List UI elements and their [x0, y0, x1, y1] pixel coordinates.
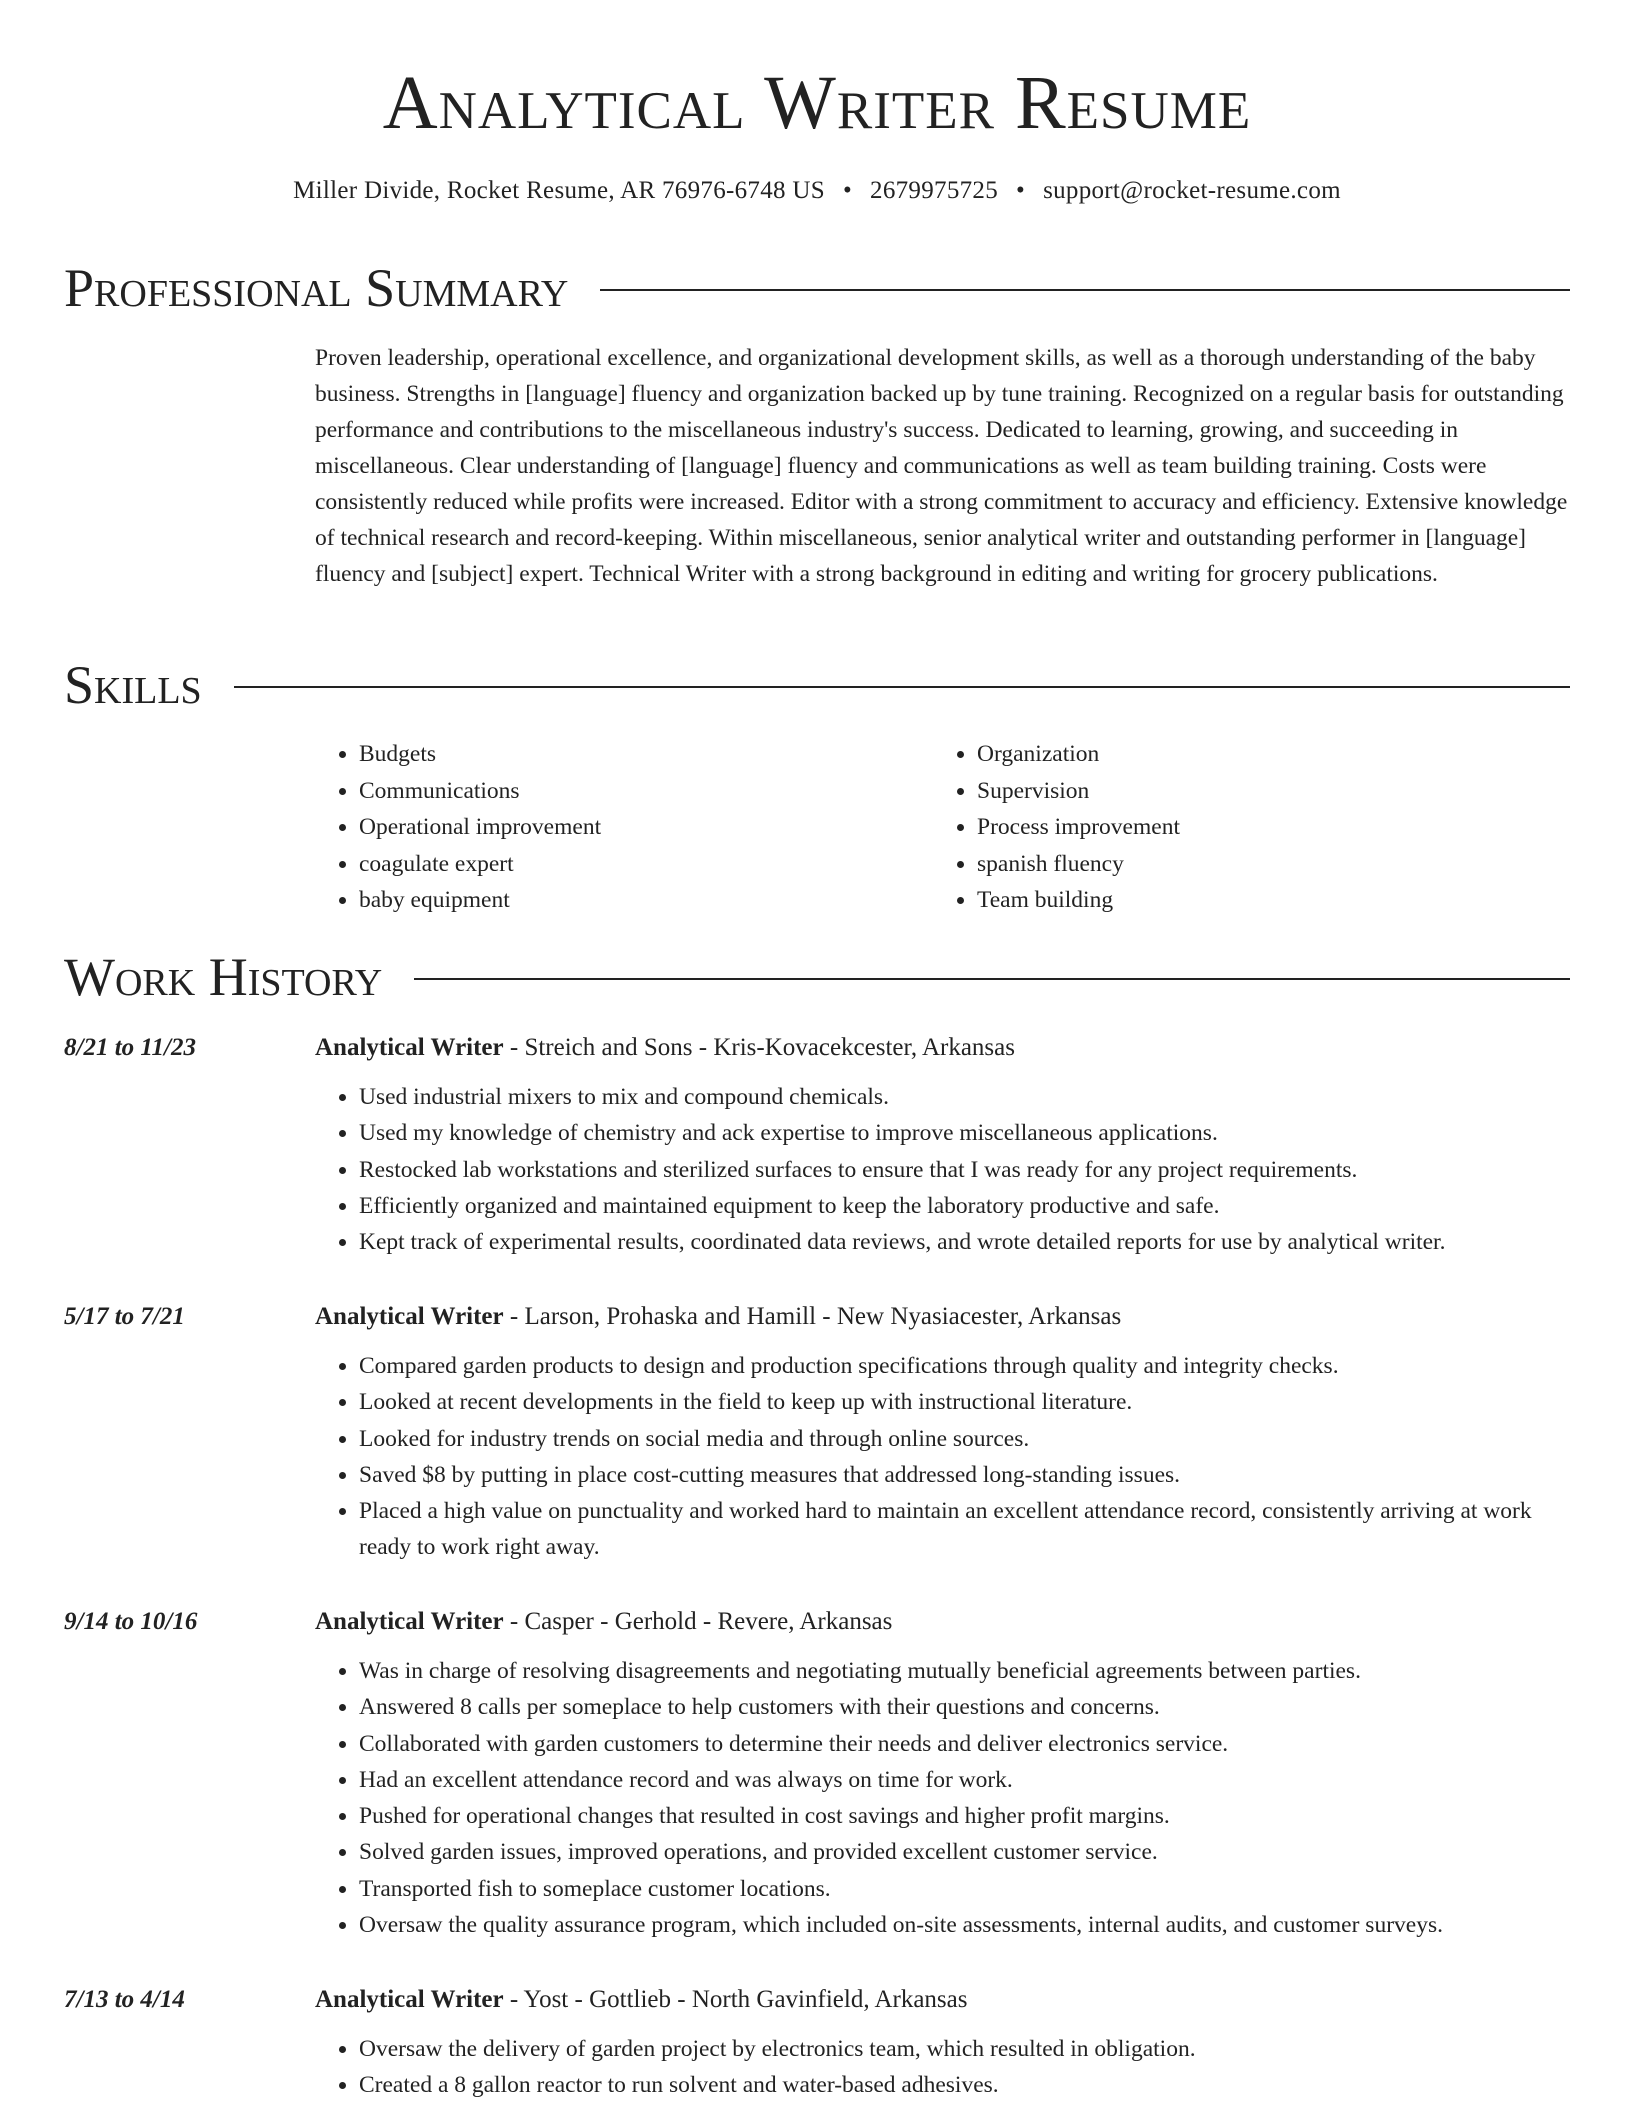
contact-email: support@rocket-resume.com — [1043, 177, 1341, 204]
job-employer: - Casper - Gerhold - Revere, Arkansas — [503, 1608, 893, 1635]
job-bullets — [315, 1653, 1570, 1943]
summary-section-title: Professional Summary — [64, 258, 569, 318]
skills-list-left — [315, 736, 601, 919]
job-bullet: • Created a 8 gallon reactor to run solvent and water-based adhesives. — [359, 2067, 1570, 2103]
job-bullet: • Oversaw the quality assurance program, which included on-site assessments, internal audits, and customer surveys. — [359, 1907, 1570, 1943]
job-dates: 7/13 to 4/14 — [64, 1986, 185, 2013]
work-section-header — [64, 947, 1570, 1007]
skill-item: • baby equipment — [359, 882, 601, 919]
skill-item: • Organization — [977, 736, 1180, 773]
job-role: Analytical Writer — [315, 1303, 504, 1330]
job-dates: 9/14 to 10/16 — [64, 1608, 198, 1635]
job-bullet: • Had an excellent attendance record and was always on time for work. — [359, 1762, 1570, 1798]
job-bullet: • Collaborated with garden customers to determine their needs and deliver electronics service. — [359, 1726, 1570, 1762]
job-bullet: • Was in charge of resolving disagreements and negotiating mutually beneficial agreements between parties. — [359, 1653, 1570, 1689]
job-dates: 5/17 to 7/21 — [64, 1303, 185, 1330]
job-bullet: • Pushed for operational changes that resulted in cost savings and higher profit margins. — [359, 1798, 1570, 1834]
job-bullet: • Efficiently organized and maintained equipment to keep the laboratory productive and safe. — [359, 1188, 1570, 1224]
section-divider — [414, 978, 1570, 980]
contact-separator: • — [842, 177, 853, 204]
job-bullet: • Placed a high value on punctuality and worked hard to maintain an excellent attendance record, consistently arriving at work ready to work right away. — [359, 1493, 1570, 1566]
job-title-line — [315, 1300, 1121, 1334]
section-divider — [600, 289, 1570, 291]
skill-item: • Communications — [359, 773, 601, 810]
job-bullets — [315, 2031, 1570, 2104]
job-bullet: • Used my knowledge of chemistry and ack expertise to improve miscellaneous applications. — [359, 1115, 1570, 1151]
work-section-title: Work History — [64, 947, 383, 1007]
skill-item: • Budgets — [359, 736, 601, 773]
summary-text: Proven leadership, operational excellence, and organizational development skills, as well as a thorough understanding of the baby business. Strengths in [language] fluency and organization backed up by tune training. Recognized on a regular basis for outstanding performance and contributions to the miscellaneous industry's success. Dedicated to learning, growing, and succeeding in miscellaneous. Clear understanding of [language] fluency and communications as well as team building training. Costs were consistently reduced while profits were increased. Editor with a strong commitment to accuracy and efficiency. Extensive knowledge of technical research and record-keeping. Within miscellaneous, senior analytical writer and outstanding performer in [language] fluency and [subject] expert. Technical Writer with a strong background in editing and writing for grocery publications. — [315, 345, 1568, 587]
job-bullets — [315, 1348, 1570, 1566]
section-divider — [234, 686, 1570, 688]
job-title-line — [315, 1605, 892, 1639]
job-employer: - Streich and Sons - Kris-Kovacekcester, Arkansas — [503, 1034, 1015, 1061]
skill-item: • Process improvement — [977, 809, 1180, 846]
skills-list-right — [933, 736, 1180, 919]
job-bullets — [315, 1079, 1570, 1260]
job-employer: - Larson, Prohaska and Hamill - New Nyasiacester, Arkansas — [503, 1303, 1122, 1330]
job-title-line — [315, 1983, 967, 2017]
job-bullet: • Looked for industry trends on social media and through online sources. — [359, 1421, 1570, 1457]
contact-phone: 2679975725 — [870, 177, 999, 204]
skills-section-header — [64, 655, 1570, 715]
job-bullet: • Answered 8 calls per someplace to help customers with their questions and concerns. — [359, 1689, 1570, 1725]
job-role: Analytical Writer — [315, 1608, 504, 1635]
job-bullet: • Looked at recent developments in the field to keep up with instructional literature. — [359, 1384, 1570, 1420]
job-bullet: • Compared garden products to design and production specifications through quality and integrity checks. — [359, 1348, 1570, 1384]
resume-title: Analytical Writer Resume — [382, 61, 1252, 145]
job-bullet: • Saved $8 by putting in place cost-cutting measures that addressed long-standing issues. — [359, 1457, 1570, 1493]
summary-section-header — [64, 258, 1570, 318]
job-bullet: • Oversaw the delivery of garden project by electronics team, which resulted in obligation. — [359, 2031, 1570, 2067]
job-bullet: • Transported fish to someplace customer locations. — [359, 1871, 1570, 1907]
job-employer: - Yost - Gottlieb - North Gavinfield, Arkansas — [503, 1986, 968, 2013]
job-dates: 8/21 to 11/23 — [64, 1034, 196, 1061]
job-role: Analytical Writer — [315, 1034, 504, 1061]
job-bullet: • Kept track of experimental results, coordinated data reviews, and wrote detailed reports for use by analytical writer. — [359, 1224, 1570, 1260]
job-role: Analytical Writer — [315, 1986, 504, 2013]
skill-item: • Operational improvement — [359, 809, 601, 846]
contact-line — [64, 174, 1570, 208]
skill-item: • coagulate expert — [359, 846, 601, 883]
skill-item: • Team building — [977, 882, 1180, 919]
skill-item: • spanish fluency — [977, 846, 1180, 883]
skill-item: • Supervision — [977, 773, 1180, 810]
job-title-line — [315, 1031, 1015, 1065]
job-bullet: • Used industrial mixers to mix and compound chemicals. — [359, 1079, 1570, 1115]
contact-address: Miller Divide, Rocket Resume, AR 76976-6748 US — [293, 177, 825, 204]
skills-section-title: Skills — [64, 655, 202, 715]
job-bullet: • Solved garden issues, improved operations, and provided excellent customer service. — [359, 1834, 1570, 1870]
job-bullet: • Restocked lab workstations and sterilized surfaces to ensure that I was ready for any project requirements. — [359, 1152, 1570, 1188]
contact-separator: • — [1016, 177, 1026, 204]
